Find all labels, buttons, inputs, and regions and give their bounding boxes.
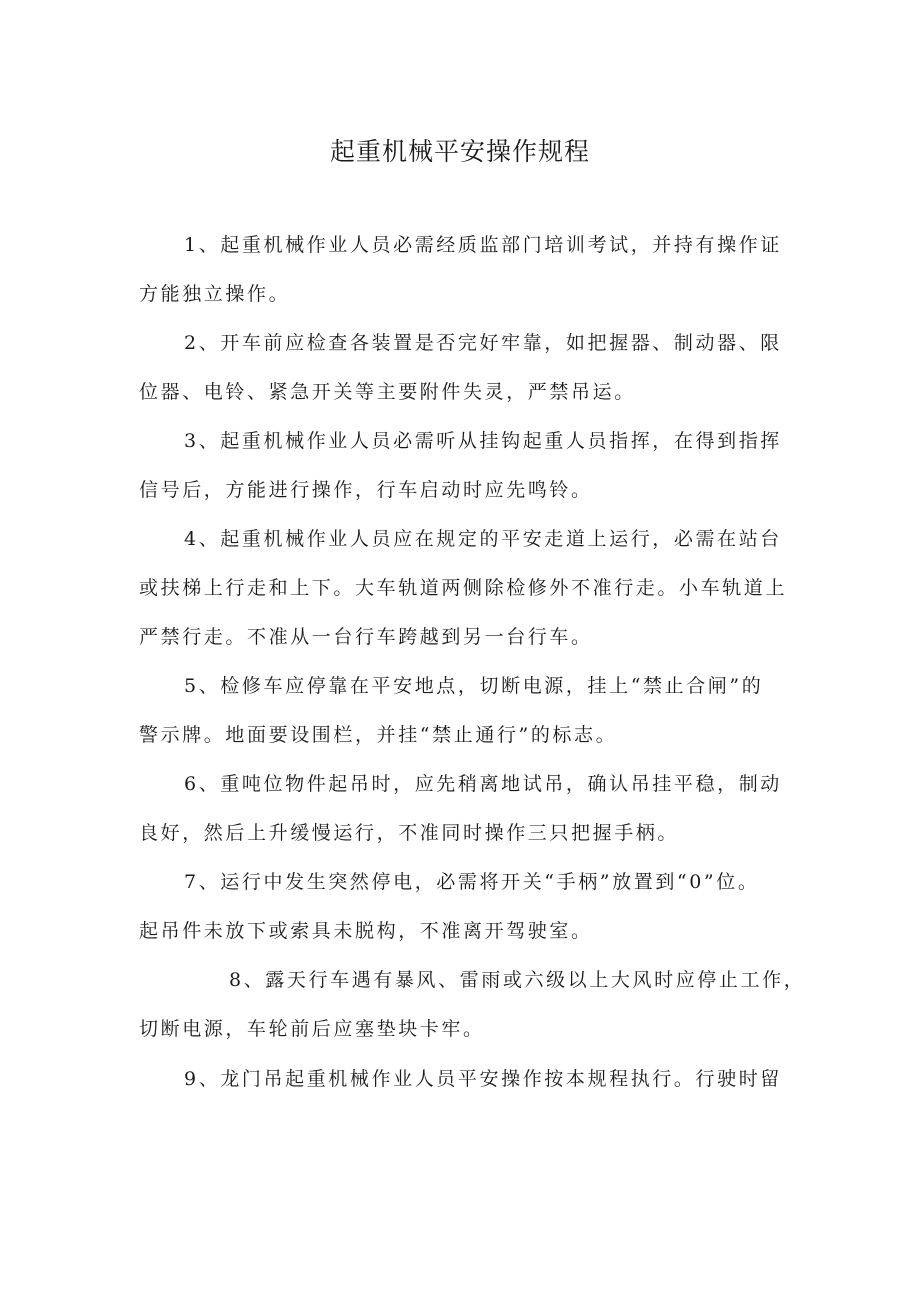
item-4-line-1: 4、起重机械作业人员应在规定的平安走道上运行，必需在站台: [184, 528, 782, 550]
item-1-line-2: 方能独立操作。: [139, 283, 291, 305]
item-8-line-2: 切断电源，车轮前后应塞垫块卡牢。: [139, 1018, 485, 1040]
item-4-line-3: 严禁行走。不准从一台行车跨越到另一台行车。: [139, 626, 593, 648]
item-3-line-1: 3、起重机械作业人员必需听从挂钩起重人员指挥，在得到指挥: [184, 430, 782, 452]
document-title: 起重机械平安操作规程: [329, 137, 590, 166]
item-7-line-2: 起吊件未放下或索具未脱构，不准离开驾驶室。: [139, 920, 593, 942]
item-4-line-2: 或扶梯上行走和上下。大车轨道两侧除检修外不准行走。小车轨道上: [139, 577, 788, 599]
item-1-line-1: 1、起重机械作业人员必需经质监部门培训考试，并持有操作证: [184, 234, 782, 256]
item-5-line-2: 警示牌。地面要设围栏，并挂“禁止通行”的标志。: [139, 724, 618, 746]
item-9-line-1: 9、龙门吊起重机械作业人员平安操作按本规程执行。行驶时留: [184, 1068, 782, 1090]
item-6-line-1: 6、重吨位物件起吊时，应先稍离地试吊，确认吊挂平稳，制动: [184, 773, 782, 795]
item-2-line-2: 位器、电铃、紧急开关等主要附件失灵，严禁吊运。: [139, 381, 636, 403]
item-6-line-2: 良好，然后上升缓慢运行，不准同时操作三只把握手柄。: [139, 822, 680, 844]
item-3-line-2: 信号后，方能进行操作，行车启动时应先鸣铃。: [139, 479, 593, 501]
item-5-line-1: 5、检修车应停靠在平安地点，切断电源，挂上“禁止合闸”的: [184, 675, 764, 697]
item-2-line-1: 2、开车前应检查各装置是否完好牢靠，如把握器、制动器、限: [184, 332, 782, 354]
item-7-line-1: 7、运行中发生突然停电，必需将开关“手柄”放置到“0”位。: [184, 871, 760, 893]
item-8-line-1: 8、露天行车遇有暴风、雷雨或六级以上大风时应停止工作，: [229, 969, 806, 991]
